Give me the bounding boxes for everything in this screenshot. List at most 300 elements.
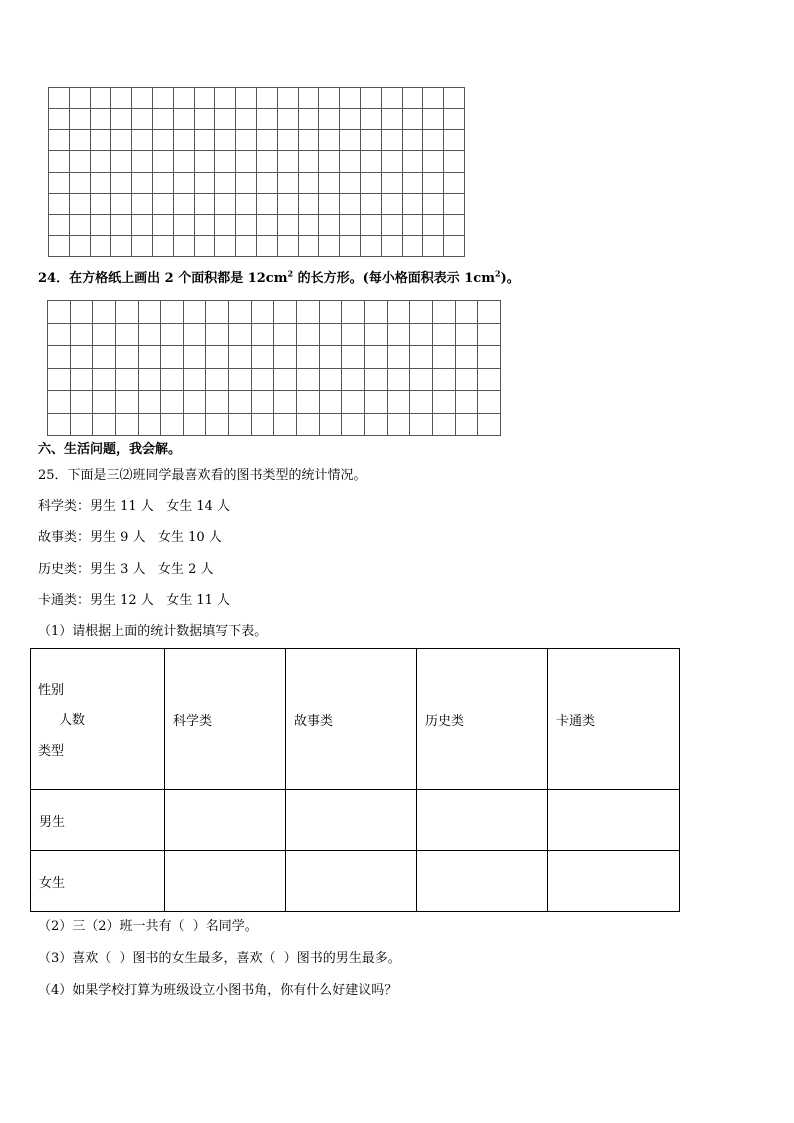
grid-cell[interactable] (48, 323, 71, 346)
question-25-intro: 25．下面是三⑵班同学最喜欢看的图书类型的统计情况。 (38, 468, 367, 483)
grid-cell[interactable] (298, 193, 319, 214)
grid-cell[interactable] (215, 130, 236, 151)
grid-cell[interactable] (274, 391, 297, 414)
grid-cell[interactable] (381, 130, 402, 151)
grid-cell[interactable] (319, 235, 340, 256)
grid-cell[interactable] (455, 323, 478, 346)
grid-cell[interactable] (215, 151, 236, 172)
grid-cell[interactable] (236, 88, 257, 109)
grid-cell[interactable] (152, 88, 173, 109)
grid-cell[interactable] (215, 235, 236, 256)
grid-cell[interactable] (138, 323, 161, 346)
grid-cell[interactable] (132, 88, 153, 109)
grid-cell[interactable] (48, 301, 71, 324)
grid-cell[interactable] (69, 172, 90, 193)
grid-cell[interactable] (340, 88, 361, 109)
grid-cell[interactable] (256, 88, 277, 109)
grid-cell[interactable] (432, 368, 455, 391)
grid-cell[interactable] (342, 323, 365, 346)
grid-cell[interactable] (402, 193, 423, 214)
grid-cell[interactable] (138, 301, 161, 324)
grid-cell[interactable] (381, 172, 402, 193)
grid-cell[interactable] (173, 193, 194, 214)
grid-cell[interactable] (277, 109, 298, 130)
grid-cell[interactable] (360, 193, 381, 214)
grid-cell[interactable] (340, 193, 361, 214)
grid-cell[interactable] (387, 368, 410, 391)
grid-cell[interactable] (423, 88, 444, 109)
grid-cell[interactable] (298, 109, 319, 130)
grid-cell[interactable] (402, 214, 423, 235)
grid-cell[interactable] (298, 172, 319, 193)
grid-cell[interactable] (132, 214, 153, 235)
grid-cell[interactable] (206, 323, 229, 346)
grid-cell[interactable] (444, 151, 465, 172)
grid-cell[interactable] (297, 301, 320, 324)
grid-cell[interactable] (319, 172, 340, 193)
grid-cell[interactable] (49, 193, 70, 214)
grid-cell[interactable] (319, 109, 340, 130)
grid-cell[interactable] (69, 214, 90, 235)
grid-cell[interactable] (360, 214, 381, 235)
grid-cell[interactable] (444, 214, 465, 235)
grid-cell[interactable] (183, 323, 206, 346)
grid-cell[interactable] (387, 391, 410, 414)
grid-cell[interactable] (432, 391, 455, 414)
grid-cell[interactable] (364, 301, 387, 324)
grid-cell[interactable] (111, 214, 132, 235)
grid-cell[interactable] (410, 391, 433, 414)
grid-cell[interactable] (364, 323, 387, 346)
grid-cell[interactable] (115, 368, 138, 391)
column-header-cartoon: 卡通类 (548, 649, 680, 790)
grid-cell[interactable] (49, 130, 70, 151)
grid-cell[interactable] (423, 193, 444, 214)
grid-cell[interactable] (387, 346, 410, 369)
grid-cell[interactable] (173, 214, 194, 235)
grid-cell[interactable] (432, 346, 455, 369)
grid-cell[interactable] (70, 323, 93, 346)
grid-cell[interactable] (387, 301, 410, 324)
grid-cell[interactable] (256, 109, 277, 130)
grid-cell[interactable] (173, 235, 194, 256)
grid-cell[interactable] (90, 235, 111, 256)
grid-cell[interactable] (115, 323, 138, 346)
grid-cell[interactable] (138, 391, 161, 414)
grid-cell[interactable] (206, 346, 229, 369)
grid-cell[interactable] (152, 172, 173, 193)
grid-cell[interactable] (423, 214, 444, 235)
grid-cell[interactable] (277, 151, 298, 172)
grid-cell[interactable] (256, 235, 277, 256)
grid-cell[interactable] (364, 391, 387, 414)
grid-cell[interactable] (432, 301, 455, 324)
grid-cell[interactable] (111, 235, 132, 256)
grid-cell[interactable] (69, 235, 90, 256)
grid-cell[interactable] (229, 323, 252, 346)
grid-cell[interactable] (93, 391, 116, 414)
grid-cell[interactable] (402, 235, 423, 256)
grid-cell[interactable] (381, 235, 402, 256)
grid-cell[interactable] (478, 413, 501, 436)
grid-cell[interactable] (277, 130, 298, 151)
grid-cell[interactable] (206, 413, 229, 436)
grid-cell[interactable] (340, 130, 361, 151)
grid-cell[interactable] (236, 214, 257, 235)
grid-cell[interactable] (381, 88, 402, 109)
grid-cell[interactable] (90, 109, 111, 130)
grid-cell[interactable] (342, 346, 365, 369)
grid-cell[interactable] (93, 368, 116, 391)
grid-cell[interactable] (152, 130, 173, 151)
grid-cell[interactable] (173, 130, 194, 151)
grid-cell[interactable] (49, 235, 70, 256)
grid-cell[interactable] (115, 391, 138, 414)
sub-question-1: （1）请根据上面的统计数据填写下表。 (38, 624, 268, 639)
grid-cell[interactable] (236, 172, 257, 193)
cell-boys-story[interactable] (286, 790, 417, 851)
grid-cell[interactable] (49, 109, 70, 130)
grid-cell[interactable] (444, 235, 465, 256)
grid-cell[interactable] (402, 88, 423, 109)
grid-cell[interactable] (69, 193, 90, 214)
grid-row (49, 172, 465, 193)
grid-cell[interactable] (360, 109, 381, 130)
grid-cell[interactable] (161, 323, 184, 346)
grid-cell[interactable] (319, 413, 342, 436)
grid-cell[interactable] (236, 130, 257, 151)
grid-cell[interactable] (478, 391, 501, 414)
grid-cell[interactable] (274, 413, 297, 436)
grid-cell[interactable] (70, 413, 93, 436)
grid-cell[interactable] (364, 413, 387, 436)
grid-cell[interactable] (152, 214, 173, 235)
grid-cell[interactable] (432, 323, 455, 346)
grid-cell[interactable] (297, 346, 320, 369)
q24-grid-paper[interactable] (47, 300, 501, 436)
grid-cell[interactable] (423, 109, 444, 130)
grid-cell[interactable] (319, 391, 342, 414)
grid-cell[interactable] (342, 391, 365, 414)
corner-label-count: 人数 (59, 713, 86, 728)
grid-cell[interactable] (381, 151, 402, 172)
grid-cell[interactable] (402, 151, 423, 172)
grid-cell[interactable] (319, 193, 340, 214)
grid-cell[interactable] (342, 413, 365, 436)
cell-boys-science[interactable] (165, 790, 286, 851)
grid-cell[interactable] (298, 88, 319, 109)
grid-cell[interactable] (256, 193, 277, 214)
grid-cell[interactable] (48, 391, 71, 414)
grid-cell[interactable] (236, 151, 257, 172)
grid-cell[interactable] (360, 130, 381, 151)
grid-cell[interactable] (423, 235, 444, 256)
grid-cell[interactable] (297, 323, 320, 346)
grid-cell[interactable] (183, 413, 206, 436)
grid-cell[interactable] (277, 88, 298, 109)
grid-cell[interactable] (274, 346, 297, 369)
grid-cell[interactable] (410, 323, 433, 346)
grid-cell[interactable] (215, 109, 236, 130)
grid-cell[interactable] (49, 172, 70, 193)
grid-cell[interactable] (90, 193, 111, 214)
grid-cell[interactable] (277, 235, 298, 256)
grid-cell[interactable] (387, 323, 410, 346)
grid-cell[interactable] (340, 151, 361, 172)
grid-cell[interactable] (215, 193, 236, 214)
grid-cell[interactable] (432, 413, 455, 436)
grid-cell[interactable] (70, 391, 93, 414)
grid-cell[interactable] (423, 151, 444, 172)
grid-cell[interactable] (229, 391, 252, 414)
grid-cell[interactable] (90, 172, 111, 193)
grid-cell[interactable] (340, 109, 361, 130)
grid-cell[interactable] (340, 214, 361, 235)
grid-cell[interactable] (297, 413, 320, 436)
grid-cell[interactable] (444, 88, 465, 109)
grid-cell[interactable] (132, 235, 153, 256)
grid-cell[interactable] (161, 368, 184, 391)
grid-cell[interactable] (256, 214, 277, 235)
grid-cell[interactable] (194, 130, 215, 151)
grid-cell[interactable] (111, 151, 132, 172)
grid-cell[interactable] (410, 346, 433, 369)
grid-cell[interactable] (402, 130, 423, 151)
grid-cell[interactable] (319, 323, 342, 346)
grid-cell[interactable] (298, 151, 319, 172)
grid-cell[interactable] (152, 235, 173, 256)
grid-cell[interactable] (298, 130, 319, 151)
grid-cell[interactable] (340, 235, 361, 256)
grid-cell[interactable] (111, 172, 132, 193)
grid-cell[interactable] (298, 235, 319, 256)
grid-cell[interactable] (49, 214, 70, 235)
grid-cell[interactable] (111, 88, 132, 109)
grid-cell[interactable] (90, 214, 111, 235)
grid-cell[interactable] (183, 346, 206, 369)
cell-boys-cartoon[interactable] (548, 790, 680, 851)
grid-cell[interactable] (444, 109, 465, 130)
grid-cell[interactable] (49, 151, 70, 172)
grid-cell[interactable] (256, 151, 277, 172)
grid-cell[interactable] (194, 193, 215, 214)
grid-cell[interactable] (93, 323, 116, 346)
grid-cell[interactable] (360, 88, 381, 109)
cell-girls-science[interactable] (165, 851, 286, 912)
grid-cell[interactable] (274, 301, 297, 324)
grid-cell[interactable] (194, 235, 215, 256)
grid-cell[interactable] (215, 214, 236, 235)
grid-cell[interactable] (251, 413, 274, 436)
grid-cell[interactable] (319, 130, 340, 151)
grid-cell[interactable] (444, 130, 465, 151)
grid-cell[interactable] (251, 391, 274, 414)
grid-cell[interactable] (381, 109, 402, 130)
grid-cell[interactable] (319, 151, 340, 172)
grid-cell[interactable] (48, 346, 71, 369)
grid-cell[interactable] (90, 151, 111, 172)
grid-cell[interactable] (274, 323, 297, 346)
grid-cell[interactable] (342, 368, 365, 391)
grid-cell[interactable] (206, 368, 229, 391)
grid-cell[interactable] (152, 151, 173, 172)
grid-cell[interactable] (297, 368, 320, 391)
grid-cell[interactable] (48, 413, 71, 436)
grid-cell[interactable] (229, 413, 252, 436)
grid-cell[interactable] (410, 413, 433, 436)
grid-cell[interactable] (277, 193, 298, 214)
grid-cell[interactable] (229, 301, 252, 324)
data-line-cartoon: 卡通类：男生 12 人 女生 11 人 (38, 593, 231, 608)
grid-cell[interactable] (206, 391, 229, 414)
grid-cell[interactable] (173, 151, 194, 172)
grid-cell[interactable] (251, 301, 274, 324)
cell-girls-story[interactable] (286, 851, 417, 912)
grid-cell[interactable] (194, 109, 215, 130)
grid-cell[interactable] (69, 88, 90, 109)
grid-cell[interactable] (251, 323, 274, 346)
grid-cell[interactable] (423, 172, 444, 193)
data-line-history: 历史类：男生 3 人 女生 2 人 (38, 562, 214, 577)
grid-cell[interactable] (152, 109, 173, 130)
grid-cell[interactable] (229, 346, 252, 369)
grid-cell[interactable] (364, 368, 387, 391)
grid-cell[interactable] (402, 172, 423, 193)
grid-cell[interactable] (206, 301, 229, 324)
grid-cell[interactable] (381, 214, 402, 235)
grid-cell[interactable] (297, 391, 320, 414)
grid-cell[interactable] (340, 172, 361, 193)
grid-cell[interactable] (194, 172, 215, 193)
grid-cell[interactable] (161, 301, 184, 324)
grid-cell[interactable] (161, 391, 184, 414)
grid-cell[interactable] (69, 130, 90, 151)
grid-cell[interactable] (132, 193, 153, 214)
grid-cell[interactable] (132, 172, 153, 193)
grid-cell[interactable] (478, 346, 501, 369)
grid-cell[interactable] (256, 130, 277, 151)
grid-cell[interactable] (256, 172, 277, 193)
grid-cell[interactable] (111, 130, 132, 151)
grid-cell[interactable] (115, 346, 138, 369)
grid-cell[interactable] (138, 413, 161, 436)
grid-cell[interactable] (132, 151, 153, 172)
grid-cell[interactable] (342, 301, 365, 324)
statistics-table (30, 648, 680, 912)
grid-cell[interactable] (478, 301, 501, 324)
grid-cell[interactable] (455, 346, 478, 369)
grid-cell[interactable] (410, 301, 433, 324)
grid-cell[interactable] (364, 346, 387, 369)
grid-cell[interactable] (455, 301, 478, 324)
grid-cell[interactable] (215, 88, 236, 109)
grid-cell[interactable] (402, 109, 423, 130)
grid-cell[interactable] (229, 368, 252, 391)
grid-cell[interactable] (319, 301, 342, 324)
grid-cell[interactable] (48, 368, 71, 391)
grid-cell[interactable] (360, 235, 381, 256)
grid-cell[interactable] (173, 172, 194, 193)
grid-cell[interactable] (478, 368, 501, 391)
cell-boys-history[interactable] (417, 790, 548, 851)
grid-cell[interactable] (251, 346, 274, 369)
grid-cell[interactable] (319, 346, 342, 369)
grid-cell[interactable] (111, 193, 132, 214)
grid-cell[interactable] (194, 151, 215, 172)
grid-cell[interactable] (298, 214, 319, 235)
grid-cell[interactable] (444, 193, 465, 214)
grid-cell[interactable] (132, 130, 153, 151)
grid-cell[interactable] (183, 301, 206, 324)
grid-cell[interactable] (423, 130, 444, 151)
grid-cell[interactable] (319, 368, 342, 391)
grid-cell[interactable] (319, 88, 340, 109)
grid-cell[interactable] (277, 172, 298, 193)
grid-cell[interactable] (194, 88, 215, 109)
grid-cell[interactable] (93, 346, 116, 369)
grid-cell[interactable] (90, 130, 111, 151)
grid-cell[interactable] (455, 413, 478, 436)
grid-row (49, 151, 465, 172)
grid-cell[interactable] (49, 88, 70, 109)
grid-cell[interactable] (251, 368, 274, 391)
grid-cell[interactable] (173, 88, 194, 109)
grid-cell[interactable] (236, 193, 257, 214)
grid-cell[interactable] (70, 301, 93, 324)
data-line-science: 科学类：男生 11 人 女生 14 人 (38, 499, 231, 514)
grid-cell[interactable] (274, 368, 297, 391)
grid-cell[interactable] (381, 193, 402, 214)
grid-cell[interactable] (90, 88, 111, 109)
grid-cell[interactable] (132, 109, 153, 130)
grid-cell[interactable] (478, 323, 501, 346)
grid-cell[interactable] (410, 368, 433, 391)
grid-cell[interactable] (387, 413, 410, 436)
grid-cell[interactable] (319, 214, 340, 235)
grid-cell[interactable] (70, 368, 93, 391)
cell-girls-cartoon[interactable] (548, 851, 680, 912)
grid-cell[interactable] (161, 346, 184, 369)
grid-cell[interactable] (236, 109, 257, 130)
grid-cell[interactable] (93, 301, 116, 324)
grid-cell[interactable] (360, 172, 381, 193)
grid-cell[interactable] (194, 214, 215, 235)
grid-cell[interactable] (152, 193, 173, 214)
grid-cell[interactable] (236, 235, 257, 256)
grid-cell[interactable] (69, 151, 90, 172)
grid-cell[interactable] (69, 109, 90, 130)
grid-cell[interactable] (183, 368, 206, 391)
grid-cell[interactable] (215, 172, 236, 193)
grid-cell[interactable] (115, 301, 138, 324)
grid-cell[interactable] (111, 109, 132, 130)
grid-cell[interactable] (444, 172, 465, 193)
section-6-title: 六、生活问题，我会解。 (38, 442, 182, 457)
grid-cell[interactable] (360, 151, 381, 172)
grid-cell[interactable] (455, 368, 478, 391)
grid-cell[interactable] (161, 413, 184, 436)
grid-cell[interactable] (173, 109, 194, 130)
cell-girls-history[interactable] (417, 851, 548, 912)
grid-cell[interactable] (138, 346, 161, 369)
grid-cell[interactable] (138, 368, 161, 391)
grid-cell[interactable] (70, 346, 93, 369)
grid-cell[interactable] (277, 214, 298, 235)
grid-cell[interactable] (115, 413, 138, 436)
grid-cell[interactable] (455, 391, 478, 414)
grid-cell[interactable] (93, 413, 116, 436)
grid-cell[interactable] (183, 391, 206, 414)
